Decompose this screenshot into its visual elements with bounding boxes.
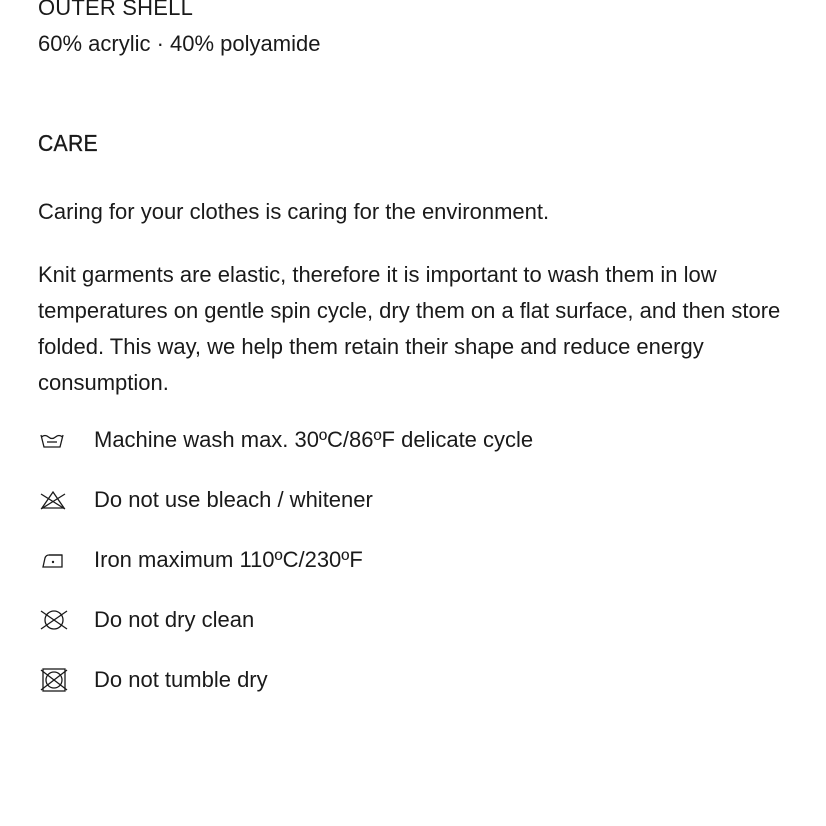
care-item-iron — [38, 540, 533, 580]
care-label-bleach: Do not use bleach / whitener — [94, 487, 373, 512]
care-intro-text: Caring for your clothes is caring for the environment. — [38, 199, 550, 224]
care-instructions-list — [38, 420, 533, 720]
care-body-text: Knit garments are elastic, therefore it is important to wash them in low temperatures on gentle spin cycle, dry them on a flat surface, and then store folded. This way, we help them retain their shape and reduce energy consumption. — [38, 262, 781, 395]
care-heading: CARE — [38, 130, 98, 156]
no-tumble-dry-icon — [38, 664, 70, 696]
care-label-dry-clean: Do not dry clean — [94, 607, 255, 632]
wash-30-icon — [38, 424, 70, 456]
no-bleach-icon — [38, 484, 70, 516]
composition-heading: OUTER SHELL — [38, 0, 194, 20]
care-item-dry-clean — [38, 600, 533, 640]
composition-value: 60% acrylic · 40% polyamide — [38, 31, 321, 56]
care-label-iron: Iron maximum 110ºC/230ºF — [94, 547, 363, 572]
care-label-tumble-dry: Do not tumble dry — [94, 667, 268, 692]
iron-low-icon — [38, 544, 70, 576]
no-dry-clean-icon — [38, 604, 70, 636]
care-item-wash — [38, 420, 533, 460]
care-item-bleach — [38, 480, 533, 520]
care-label-wash: Machine wash max. 30ºC/86ºF delicate cycle — [94, 427, 534, 452]
care-item-tumble-dry — [38, 660, 533, 700]
